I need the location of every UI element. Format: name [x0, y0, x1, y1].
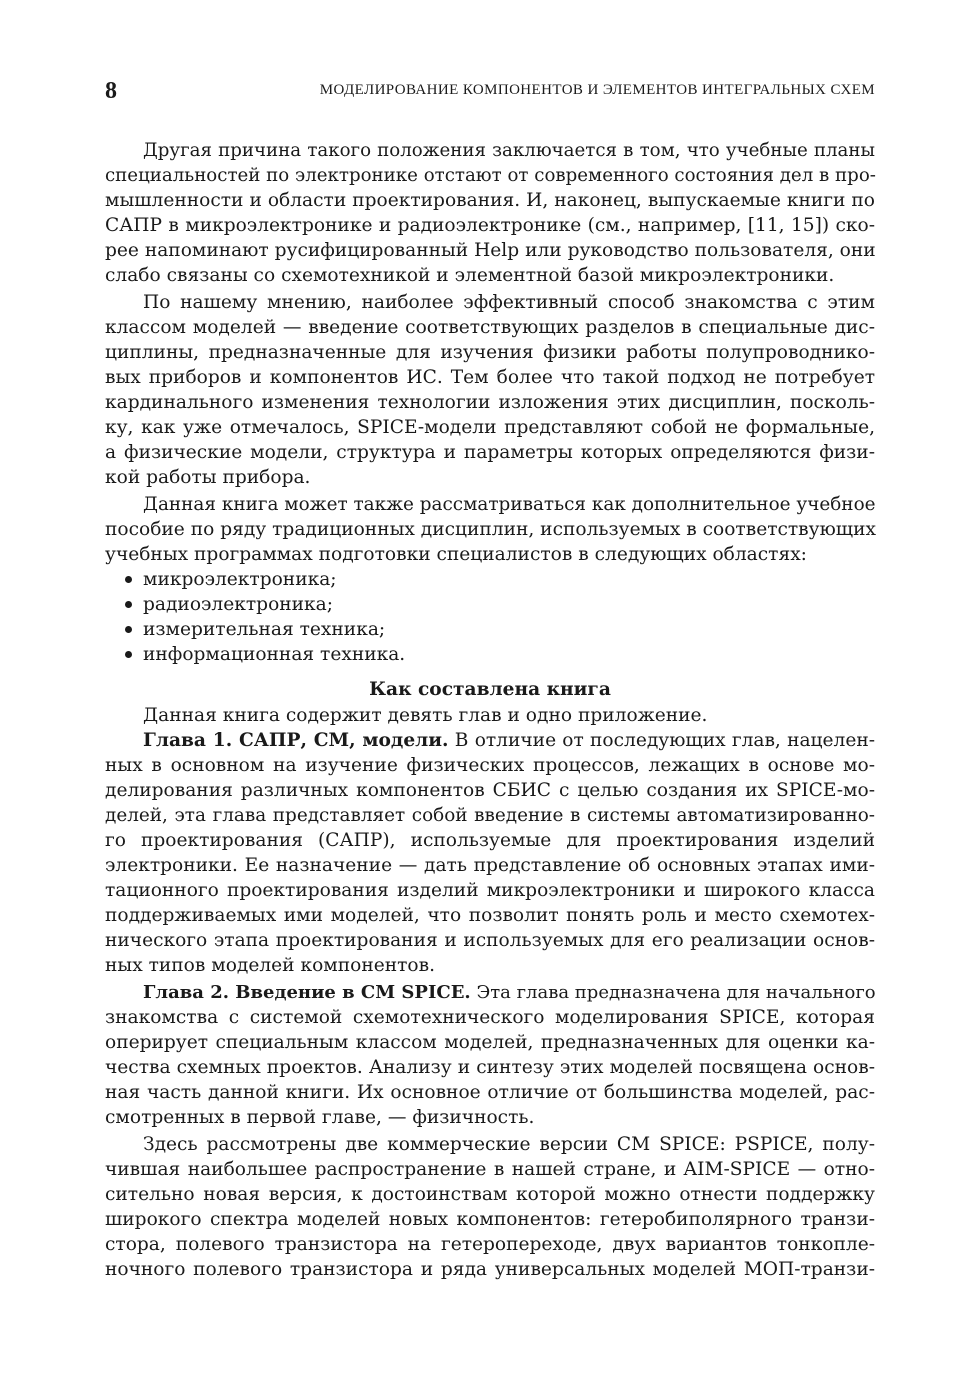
text-line: специальностей по электронике отстают от современного состояния дел в про-: [105, 165, 876, 186]
text-line: чившая наибольшее распространение в нашей стране, и AIM-SPICE — отно-: [105, 1159, 875, 1180]
text-line: делирования различных компонентов СБИС с целью создания их SPICE-мо-: [105, 780, 875, 801]
text-line: Данная книга содержит девять глав и одно приложение.: [143, 705, 708, 726]
bullet-icon: [125, 576, 132, 583]
text-line: оперирует специальным классом моделей, предназначенных для оценки ка-: [105, 1032, 875, 1053]
text-line: рее напоминают русифицированный Help или руководство пользователя, они: [105, 240, 876, 261]
text-line: кардинального изменения технологии изложения этих дисциплин, посколь-: [105, 392, 875, 413]
section-heading: Как составлена книга: [369, 679, 611, 700]
text-line: ных в основном на изучение физических процессов, лежащих в основе мо-: [105, 755, 875, 776]
text-line: поддерживаемых ими моделей, что позволит понять роль и место схемотех-: [105, 905, 875, 926]
text-line: ная часть данной книги. Их основное отличие от большинства моделей, рас-: [105, 1082, 875, 1103]
page-header: [105, 78, 875, 104]
page-body: [105, 138, 875, 1282]
text-line: ночного полевого транзистора и ряда универсальных моделей МОП-транзи-: [105, 1259, 875, 1280]
chapter-2-title: Глава 2. Введение в СМ SPICE.: [143, 982, 471, 1003]
text-line: знакомства с системой схемотехнического моделирования SPICE, которая: [105, 1007, 875, 1028]
text-line: Здесь рассмотрены две коммерческие версии СМ SPICE: PSPICE, полу-: [143, 1134, 875, 1155]
list-item: микроэлектроника;: [105, 567, 875, 592]
text-line: мышленности и области проектирования. И, наконец, выпускаемые книги по: [105, 190, 875, 211]
text-line: Другая причина такого положения заключается в том, что учебные планы: [143, 140, 875, 161]
paragraph-4: [105, 703, 875, 728]
fields-list: [105, 567, 875, 667]
text-line: нического этапа проектирования и используемых для его реализации основ-: [105, 930, 875, 951]
text-line: стора, полевого транзистора на гетеропереходе, двух вариантов тонкопле-: [105, 1234, 875, 1255]
paragraph-1: [105, 138, 875, 288]
text-line: Глава 2. Введение в СМ SPICE. Эта глава предназначена для начального: [143, 982, 876, 1003]
chapter-2-description: [105, 980, 875, 1130]
text-line: го проектирования (САПР), используемые для проектирования изделий: [105, 830, 875, 851]
text-line: тационного проектирования изделий микроэлектроники и широкого класса: [105, 880, 875, 901]
text-line: ных типов моделей компонентов.: [105, 955, 435, 976]
text-line: а физические модели, структура и параметры которых определяются физи-: [105, 442, 875, 463]
text-line: слабо связаны со схемотехникой и элементной базой микроэлектроники.: [105, 265, 835, 286]
text-line: По нашему мнению, наиболее эффективный способ знакомства с этим: [143, 292, 875, 313]
text-line: делей, эта глава представляет собой введение в системы автоматизированно-: [105, 805, 875, 826]
list-item: информационная техника.: [105, 642, 875, 667]
list-item: радиоэлектроника;: [105, 592, 875, 617]
text-line: Данная книга может также рассматриваться как дополнительное учебное: [143, 494, 876, 515]
running-title: МОДЕЛИРОВАНИЕ КОМПОНЕНТОВ И ЭЛЕМЕНТОВ ИНТЕГРАЛЬНЫХ СХЕМ: [319, 82, 875, 98]
text-line: Глава 1. САПР, СМ, модели. В отличие от последующих глав, нацелен-: [143, 730, 876, 751]
page-number: 8: [105, 78, 117, 104]
text-line: кой работы прибора.: [105, 467, 311, 488]
text-line: широкого спектра моделей новых компонентов: гетеробиполярного транзи-: [105, 1209, 875, 1230]
text-line: смотренных в первой главе, — физичность.: [105, 1107, 535, 1128]
bullet-icon: [125, 651, 132, 658]
list-item: измерительная техника;: [105, 617, 875, 642]
text-line: сительно новая версия, к достоинствам которой можно отнести поддержку: [105, 1184, 875, 1205]
text-line: пособие по ряду традиционных дисциплин, используемых в соответствующих: [105, 519, 876, 540]
text-line: САПР в микроэлектронике и радиоэлектронике (см., например, [11, 15]) ско-: [105, 215, 875, 236]
text-line: классом моделей — введение соответствующих разделов в специальные дис-: [105, 317, 875, 338]
text-line: чества схемных проектов. Анализу и синтезу этих моделей посвящена основ-: [105, 1057, 875, 1078]
bullet-icon: [125, 626, 132, 633]
text-line: вых приборов и компонентов ИС. Тем более что такой подход не потребует: [105, 367, 875, 388]
paragraph-5: [105, 1132, 875, 1282]
text-line: циплины, предназначенные для изучения физики работы полупроводнико-: [105, 342, 875, 363]
text-line: ку, как уже отмечалось, SPICE-модели представляют собой не формальные,: [105, 417, 875, 438]
bullet-icon: [125, 601, 132, 608]
chapter-1-title: Глава 1. САПР, СМ, модели.: [143, 730, 449, 751]
chapter-1-description: [105, 728, 875, 978]
text-line: учебных программах подготовки специалистов в следующих областях:: [105, 544, 807, 565]
paragraph-2: [105, 290, 875, 490]
text-line: электроники. Ее назначение — дать представление об основных этапах ими-: [105, 855, 875, 876]
paragraph-3: [105, 492, 875, 567]
